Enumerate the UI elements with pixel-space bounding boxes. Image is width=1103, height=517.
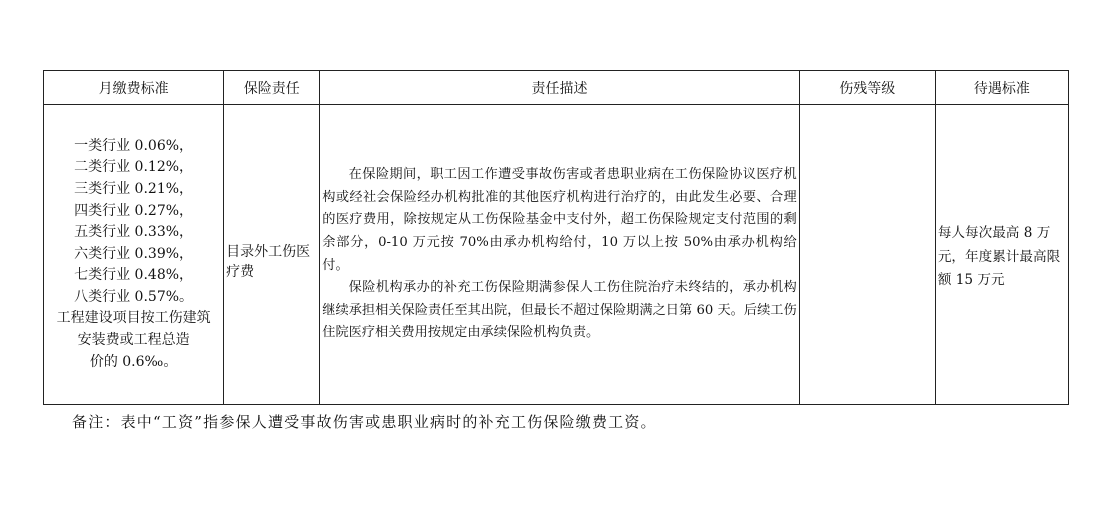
rate-line: 六类行业 0.39%， <box>74 245 194 262</box>
rate-line: 三类行业 0.21%， <box>74 180 194 197</box>
rate-line: 五类行业 0.33%， <box>74 224 194 241</box>
benefit-cell <box>935 105 1068 405</box>
header-disability-grade: 伤残等级 <box>799 71 935 105</box>
header-monthly-rate: 月缴费标准 <box>44 71 224 105</box>
insurance-table <box>43 70 1069 405</box>
rate-line: 一类行业 0.06%， <box>74 137 194 154</box>
benefit-text: 每人每次最高 8 万元，年度累计最高限额 15 万元 <box>937 225 1061 289</box>
header-benefit: 待遇标准 <box>935 71 1068 105</box>
responsibility-text: 目录外工伤医疗费 <box>226 243 311 280</box>
description-cell <box>320 105 799 405</box>
rate-line: 二类行业 0.12%， <box>74 159 194 176</box>
rate-line: 安装费或工程总造 <box>77 332 190 349</box>
disability-grade-cell <box>799 105 935 405</box>
header-row <box>44 71 1069 105</box>
description-paragraph: 保险机构承办的补充工伤保险期满参保人工伤住院治疗未终结的，承办机构继续承担相关保险责任至其出院，但最长不超过保险期满之日第 60 天。后续工伤住院医疗相关费用按规定由承续保险机构负责。 <box>322 280 797 341</box>
header-responsibility: 保险责任 <box>224 71 320 105</box>
header-description: 责任描述 <box>320 71 799 105</box>
table-row <box>44 105 1069 405</box>
rate-line: 八类行业 0.57%。 <box>74 288 194 305</box>
table-note: 备注：表中“工资”指参保人遭受事故伤害或患职业病时的补充工伤保险缴费工资。 <box>72 413 657 431</box>
description-paragraph: 在保险期间，职工因工作遭受事故伤害或者患职业病在工伤保险协议医疗机构或经社会保险经办机构批准的其他医疗机构进行治疗的，由此发生必要、合理的医疗费用，除按规定从工伤保险基金中支付外，超工伤保险规定支付范围的剩余部分，0-10 万元按 70%由承办机构给付，10 万以上按 50%由承办机构给付。 <box>322 167 797 273</box>
rate-line: 四类行业 0.27%， <box>74 202 194 219</box>
rates-list <box>44 136 223 374</box>
rate-line: 工程建设项目按工伤建筑 <box>56 310 211 327</box>
rate-line: 价的 0.6‰。 <box>89 353 178 370</box>
rates-cell <box>44 105 224 405</box>
rate-line: 七类行业 0.48%， <box>74 267 194 284</box>
responsibility-cell <box>224 105 320 405</box>
description-text <box>320 164 798 345</box>
